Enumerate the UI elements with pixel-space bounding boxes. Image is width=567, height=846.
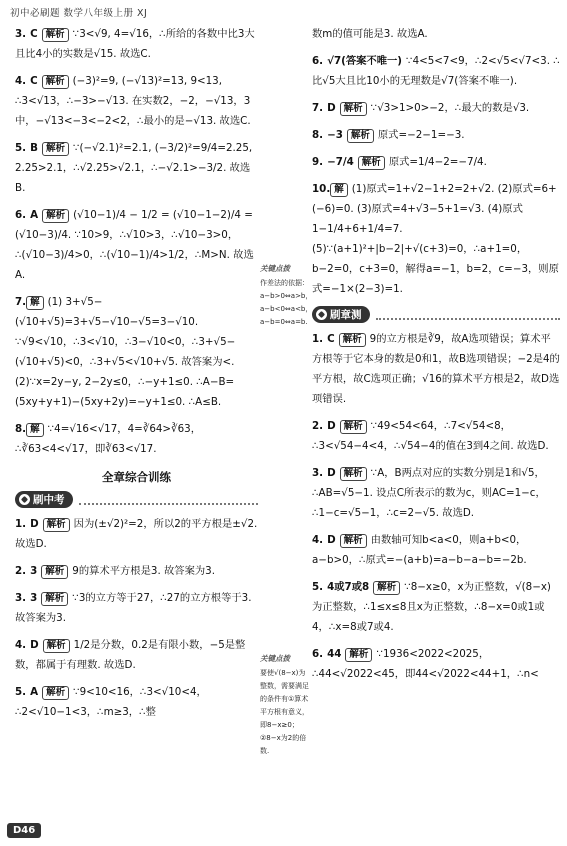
explain-tag: 解 — [330, 183, 348, 197]
explain-tag: 解析 — [373, 581, 400, 595]
item-number: 4. — [15, 75, 27, 87]
zhongkao-badge-label: 刷中考 — [33, 494, 65, 506]
item-text: 因为(±√2)²=2，所以2的平方根是±√2. 故选D. — [15, 518, 258, 550]
item-number: 1. — [312, 333, 324, 345]
item-number: 6. — [312, 648, 324, 660]
item-answer: A — [30, 209, 39, 221]
item-text: ∵9<10<16，∴3<√10<4，∴2<√10−1<3，∴m≥3，∴整 — [15, 686, 207, 718]
explain-tag: 解析 — [340, 102, 367, 116]
item-number: 8. — [15, 423, 27, 435]
answer-item — [312, 179, 560, 299]
answer-item — [312, 329, 560, 409]
item-text: ∵A，B两点对应的实数分别是1和√5，∴AB=√5−1. 设点C所表示的数为c，则AC=1−c，∴1−c=√5−1，∴c=2−√5. 故选D. — [312, 467, 546, 519]
explain-tag: 解析 — [340, 534, 367, 548]
zhongkao-badge-pill — [15, 491, 73, 508]
pencil-icon — [316, 309, 327, 320]
item-text: (√10−1)/4 − 1/2 = (√10−1−2)/4 = (√10−3)/4. ∵10>9，∴√10>3，∴√10−3>0，∴(√10−3)/4>0，∴(√10−1)/4>1/2，∴M>N. 故选A. — [15, 209, 254, 281]
dotted-divider — [79, 495, 259, 505]
left-column — [15, 24, 258, 729]
explain-tag: 解析 — [42, 75, 69, 89]
answer-item — [312, 530, 560, 570]
key-note-1-text: 作差法的依据：a−b>0⇔a>b，a−b<0⇔a<b，a−b=0⇔a=b. — [260, 279, 313, 326]
explain-tag: 解析 — [41, 565, 68, 579]
item-text: 数m的值可能是3. 故选A. — [312, 28, 428, 40]
explain-tag: 解析 — [347, 129, 374, 143]
explain-tag: 解析 — [43, 518, 70, 532]
item-text: ∵√3>1>0>−2，∴最大的数是√3. — [370, 102, 530, 114]
item-text: ∵1936<2022<2025，∴44<√2022<45，即44<√2022<44+1，∴n< — [312, 648, 539, 680]
explain-tag: 解析 — [340, 467, 367, 481]
key-note-1 — [260, 262, 313, 329]
zhongkao-badge — [15, 491, 258, 508]
pencil-icon — [19, 494, 30, 505]
item-text: 原式=−2−1=−3. — [377, 129, 465, 141]
answer-item — [15, 682, 258, 722]
answer-item — [15, 561, 258, 581]
item-number: 7. — [312, 102, 324, 114]
item-number: 3. — [15, 28, 27, 40]
key-note-2-text: 要使√(8−x)为整数，需要满足的条件有①算术平方根有意义，即8−x≥0；②8−x为2的倍数. — [260, 669, 309, 755]
item-answer: D — [327, 534, 336, 546]
key-note-1-title: 关键点拨 — [260, 264, 290, 273]
item-text: ∵3的立方等于27，∴27的立方根等于3. 故答案为3. — [15, 592, 252, 624]
explain-tag: 解析 — [339, 333, 366, 347]
answer-item — [15, 24, 258, 64]
item-number: 6. — [312, 55, 324, 67]
item-number: 7. — [15, 296, 27, 308]
item-answer: C — [30, 75, 38, 87]
answer-item — [312, 51, 560, 91]
answer-item — [312, 98, 560, 118]
answer-item — [312, 125, 560, 145]
explain-tag: 解析 — [41, 592, 68, 606]
answer-item — [15, 419, 258, 459]
explain-tag: 解 — [26, 423, 44, 437]
item-text: 由数轴可知b<a<0，则a+b<0，a−b>0，∴原式=−(a+b)=a−b−a−b=−2b. — [312, 534, 527, 566]
item-answer: 3 — [30, 592, 38, 604]
item-number: 10. — [312, 183, 331, 195]
section-title: 全章综合训练 — [102, 470, 171, 484]
answer-item — [15, 514, 258, 554]
item-answer: 4或7或8 — [327, 581, 370, 593]
zhangce-badge — [312, 306, 560, 323]
item-number: 5. — [312, 581, 324, 593]
item-number: 5. — [15, 686, 27, 698]
item-answer: 44 — [327, 648, 342, 660]
answer-item — [312, 416, 560, 456]
item-number: 8. — [312, 129, 324, 141]
answer-item — [15, 138, 258, 198]
answer-item — [15, 71, 258, 131]
item-text: ∵8−x≥0，x为正整数，√(8−x)为正整数，∴1≤x≤8且x为正整数，∴8−x=0或1或4，∴x=8或7或4. — [312, 581, 551, 633]
zhangce-badge-pill — [312, 306, 370, 323]
right-column — [312, 24, 560, 691]
item-answer: A — [30, 686, 39, 698]
answer-item — [312, 152, 560, 172]
answer-item — [312, 24, 560, 44]
item-text: (−3)²=9, (−√13)²=13, 9<13, ∴3<√13，∴−3>−√13. 在实数2，−2，−√13，3中，−√13<−3<−2<2，∴最小的是−√13. 故选C. — [15, 75, 251, 127]
item-text: 9的算术平方根是3. 故答案为3. — [72, 565, 216, 577]
item-number: 1. — [15, 518, 27, 530]
page-number: D46 — [7, 823, 41, 838]
answer-item — [312, 463, 560, 523]
item-answer: B — [30, 142, 38, 154]
answer-item — [312, 644, 560, 684]
item-answer: C — [30, 28, 38, 40]
answer-item — [15, 635, 258, 675]
item-text: ∵49<54<64，∴7<√54<8，∴3<√54−4<4，∴√54−4的值在3到4之间. 故选D. — [312, 420, 549, 452]
item-answer: D — [327, 102, 336, 114]
item-text: ∵4<5<7<9，∴2<√5<√7<3. ∴比√5大且比10小的无理数是√7(答案不唯一). — [312, 55, 560, 87]
item-text: ∵(−√2.1)²=2.1, (−3/2)²=9/4=2.25, 2.25>2.1，∴√2.25>√2.1，∴−√2.1>−3/2. 故选B. — [15, 142, 253, 194]
item-number: 9. — [312, 156, 324, 168]
zhangce-badge-label: 刷章测 — [330, 309, 362, 321]
explain-tag: 解析 — [358, 156, 385, 170]
key-note-2 — [260, 652, 310, 758]
explain-tag: 解析 — [42, 209, 69, 223]
item-text: ∵4=√16<√17，4=∛64>∛63，∴∛63<4<√17，即∛63<√17. — [15, 423, 202, 455]
answer-item — [15, 292, 258, 412]
explain-tag: 解析 — [340, 420, 367, 434]
answer-item — [15, 205, 258, 285]
item-answer: D — [30, 518, 39, 530]
item-answer: −3 — [327, 129, 343, 141]
item-text: (1)原式=1+√2−1+2=2+√2. (2)原式=6+(−6)=0. (3)原式=4+√3−5+1=√3. (4)原式1−1/4+6+1/4=7. (5)∵(a+1)²+|b−2|+√(c+3)=0，∴a+1=0，b−2=0，c+3=0，解得a=−1，b=2，c=−3，则原式=−1×(2−3)=1. — [312, 183, 559, 295]
item-text: (1) 3+√5−(√10+√5)=3+√5−√10−√5=3−√10. ∵√9<√10，∴3<√10，∴3−√10<0，∴3+√5−(√10+√5)<0，∴3+√5<√10+√5. 故答案为<. (2)∵x=2y−y, 2−2y≤0，∴−y+1≤0. ∴A−B=(5xy+y+1)−(5xy+2y)=−y+1≤0. ∴A≤B. — [15, 296, 236, 408]
item-number: 2. — [312, 420, 324, 432]
item-number: 2. — [15, 565, 27, 577]
item-number: 4. — [15, 639, 27, 651]
item-text: 原式=1/4−2=−7/4. — [388, 156, 487, 168]
explain-tag: 解析 — [42, 142, 69, 156]
explain-tag: 解析 — [43, 639, 70, 653]
answer-item — [15, 588, 258, 628]
explain-tag: 解 — [26, 296, 44, 310]
item-text: ∵3<√9, 4=√16，∴所给的各数中比3大且比4小的实数是√15. 故选C. — [15, 28, 255, 60]
explain-tag: 解析 — [42, 686, 69, 700]
item-answer: D — [327, 467, 336, 479]
item-answer: D — [327, 420, 336, 432]
item-answer: √7(答案不唯一) — [327, 55, 403, 67]
item-number: 3. — [15, 592, 27, 604]
item-number: 6. — [15, 209, 27, 221]
page-header: 初中必刷题 数学八年级上册 XJ — [10, 8, 148, 19]
item-answer: D — [30, 639, 39, 651]
explain-tag: 解析 — [345, 648, 372, 662]
item-text: 9的立方根是∛9，故A选项错误；算术平方根等于它本身的数是0和1，故B选项错误；−2是4的平方根，故C选项正确；√16的算术平方根是2，故D选项错误. — [312, 333, 560, 405]
item-answer: C — [327, 333, 335, 345]
item-number: 4. — [312, 534, 324, 546]
item-answer: 3 — [30, 565, 38, 577]
item-text: 1/2是分数，0.2是有限小数，−5是整数，都属于有理数. 故选D. — [15, 639, 246, 671]
key-note-2-title: 关键点拨 — [260, 654, 290, 663]
item-number: 3. — [312, 467, 324, 479]
item-number: 5. — [15, 142, 27, 154]
dotted-divider — [376, 310, 561, 320]
item-answer: −7/4 — [327, 156, 354, 168]
explain-tag: 解析 — [42, 28, 69, 42]
answer-item — [312, 577, 560, 637]
